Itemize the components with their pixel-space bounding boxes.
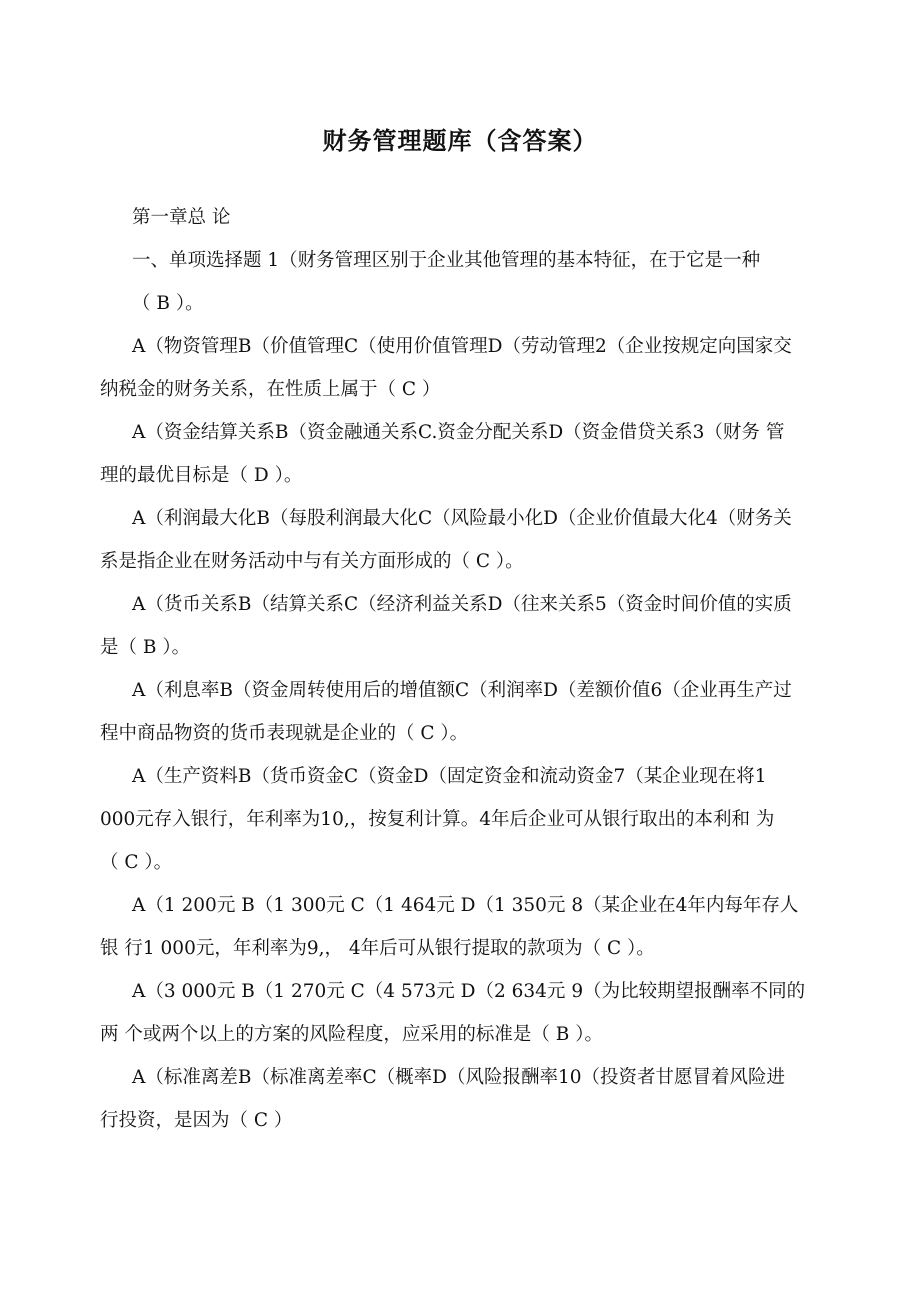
text-line: 银 行1 000元，年利率为9,， 4年后可从银行提取的款项为（ C ）。 <box>100 938 655 959</box>
document-body <box>100 196 816 1142</box>
text-line: 理的最优目标是（ D ）。 <box>100 465 303 486</box>
text-line: A（资金结算关系B（资金融通关系C.资金分配关系D（资金借贷关系3（财务 管 <box>132 422 785 443</box>
text-line: A（利息率B（资金周转使用后的增值额C（利润率D（差额价值6（企业再生产过 <box>132 680 792 701</box>
text-line: 是（ B ）。 <box>100 637 191 658</box>
text-line: A（标准离差B（标准离差率C（概率D（风险报酬率10（投资者甘愿冒着风险进 <box>132 1067 785 1088</box>
text-line: 第一章总 论 <box>132 207 231 228</box>
text-line: 000元存入银行，年利率为10,，按复利计算。4年后企业可从银行取出的本利和 为 <box>100 809 775 830</box>
text-line: 两 个或两个以上的方案的风险程度，应采用的标准是（ B ）。 <box>100 1024 603 1045</box>
text-line: 系是指企业在财务活动中与有关方面形成的（ C ）。 <box>100 551 524 572</box>
text-line: A（利润最大化B（每股利润最大化C（风险最小化D（企业价值最大化4（财务关 <box>132 508 792 529</box>
text-line: 纳税金的财务关系，在性质上属于（ C ） <box>100 379 441 400</box>
text-line: （ C ）。 <box>100 852 173 873</box>
text-line: A（物资管理B（价值管理C（使用价值管理D（劳动管理2（企业按规定向国家交 <box>132 336 792 357</box>
text-line: A（生产资料B（货币资金C（资金D（固定资金和流动资金7（某企业现在将1 <box>132 766 767 787</box>
text-line: 行投资，是因为（ C ） <box>100 1110 293 1131</box>
text-line: 一、单项选择题 1（财务管理区别于企业其他管理的基本特征，在于它是一种 <box>132 250 761 271</box>
text-line: 程中商品物资的货币表现就是企业的（ C ）。 <box>100 723 469 744</box>
text-line: （ B ）。 <box>132 293 204 314</box>
text-line: A（3 000元 B（1 270元 C（4 573元 D（2 634元 9（为比较期望报酬率不同的 <box>132 981 806 1002</box>
text-line: A（货币关系B（结算关系C（经济利益关系D（往来关系5（资金时间价值的实质 <box>132 594 792 615</box>
text-line: A（1 200元 B（1 300元 C（1 464元 D（1 350元 8（某企业在4年内每年存人 <box>132 895 799 916</box>
document-title: 财务管理题库（含答案） <box>322 127 598 155</box>
